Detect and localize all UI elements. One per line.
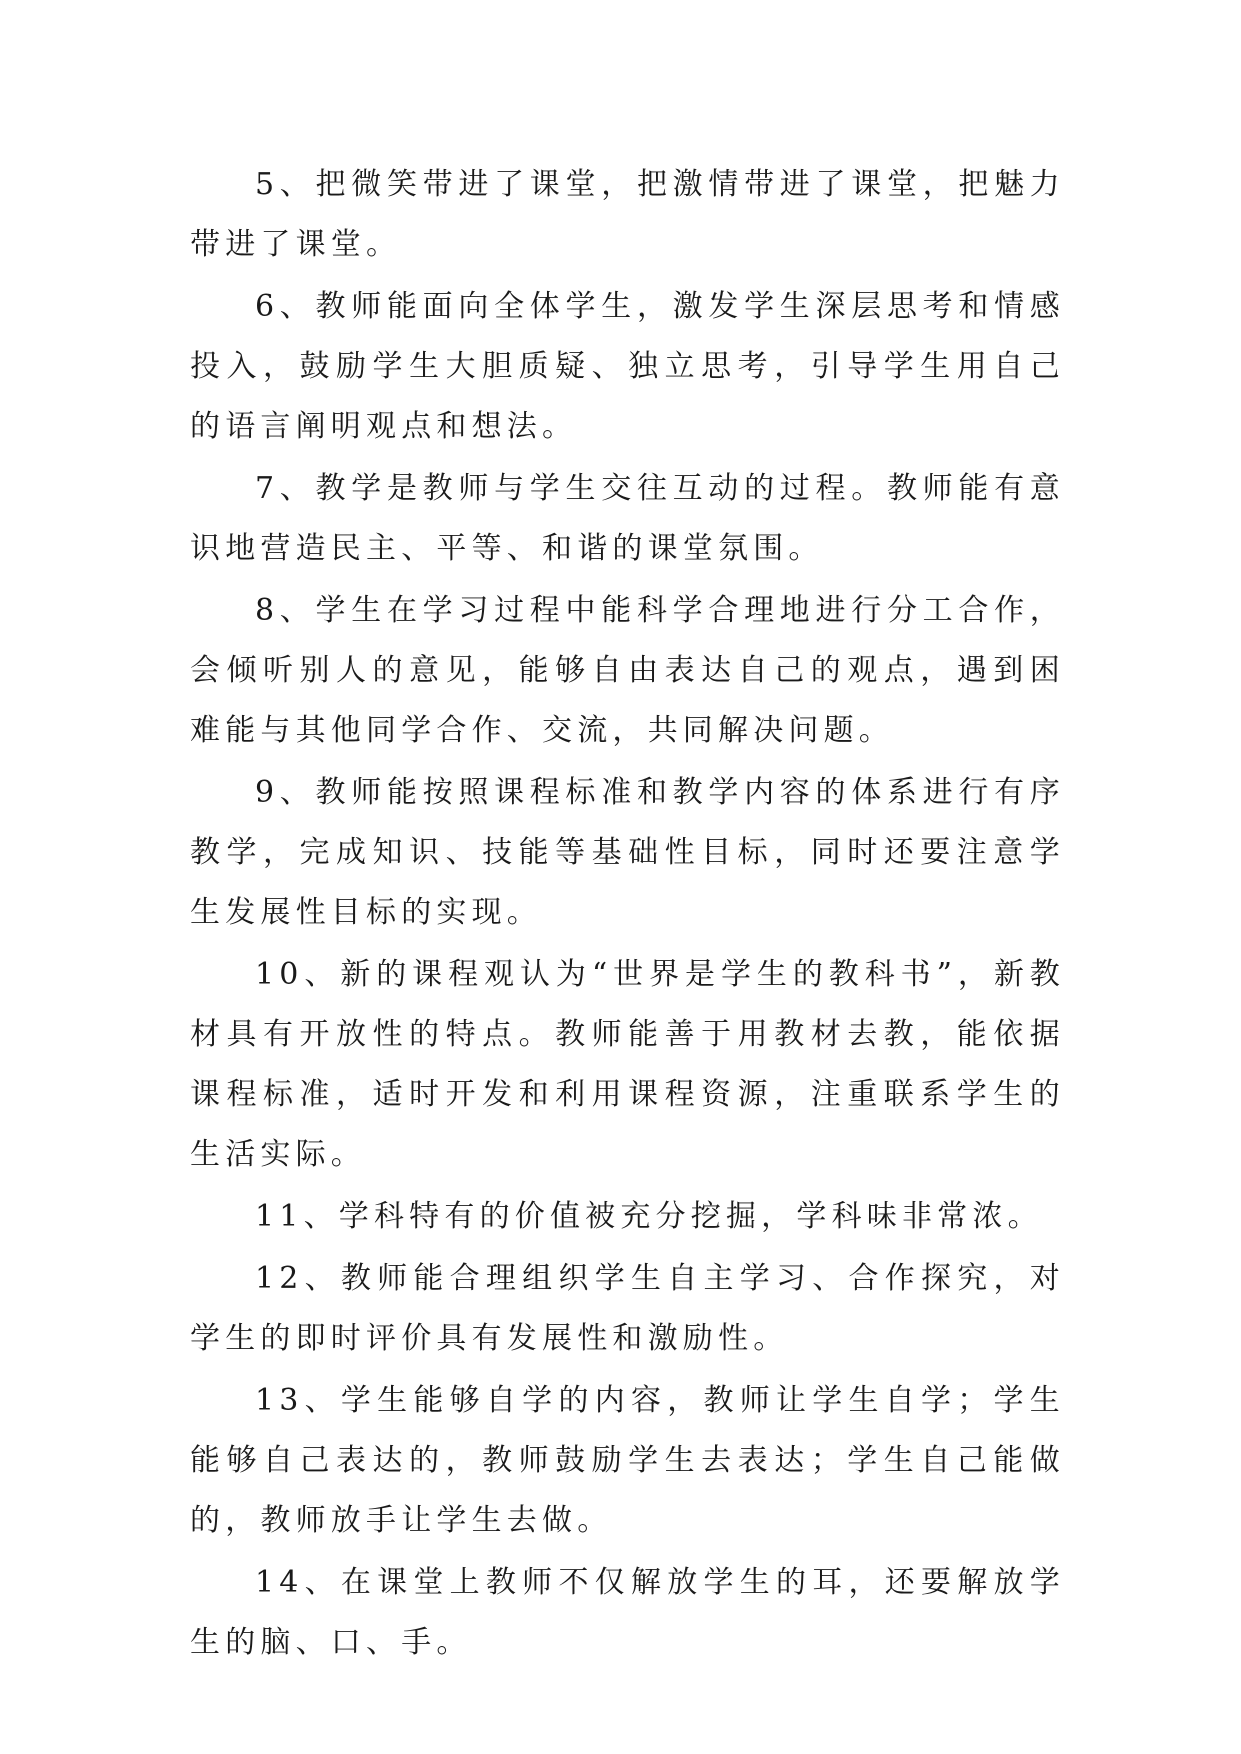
paragraph-item-11: 11、学科特有的价值被充分挖掘，学科味非常浓。 [255, 1199, 1043, 1234]
paragraph-item-7: 7、教学是教师与学生交往互动的过程。教师能有意识地营造民主、平等、和谐的课堂氛围。 [190, 471, 1065, 566]
paragraph-item-14: 14、在课堂上教师不仅解放学生的耳，还要解放学生的脑、口、手。 [190, 1565, 1065, 1660]
paragraph-item-8: 8、学生在学习过程中能科学合理地进行分工合作，会倾听别人的意见，能够自由表达自己的观点，遇到困难能与其他同学合作、交流，共同解决问题。 [190, 593, 1065, 748]
paragraph-item-6: 6、教师能面向全体学生，激发学生深层思考和情感投入，鼓励学生大胆质疑、独立思考，引导学生用自己的语言阐明观点和想法。 [190, 289, 1065, 444]
paragraph-item-10: 10、新的课程观认为“世界是学生的教科书”，新教材具有开放性的特点。教师能善于用教材去教，能依据课程标准，适时开发和利用课程资源，注重联系学生的生活实际。 [190, 957, 1065, 1172]
paragraph-item-12: 12、教师能合理组织学生自主学习、合作探究，对学生的即时评价具有发展性和激励性。 [190, 1261, 1065, 1356]
paragraph-item-5: 5、把微笑带进了课堂，把激情带进了课堂，把魅力带进了课堂。 [190, 167, 1065, 262]
paragraph-item-13: 13、学生能够自学的内容，教师让学生自学；学生能够自己表达的，教师鼓励学生去表达；学生自己能做的，教师放手让学生去做。 [190, 1383, 1065, 1538]
document-page [190, 155, 1065, 1675]
paragraph-item-9: 9、教师能按照课程标准和教学内容的体系进行有序教学，完成知识、技能等基础性目标，同时还要注意学生发展性目标的实现。 [190, 775, 1065, 930]
